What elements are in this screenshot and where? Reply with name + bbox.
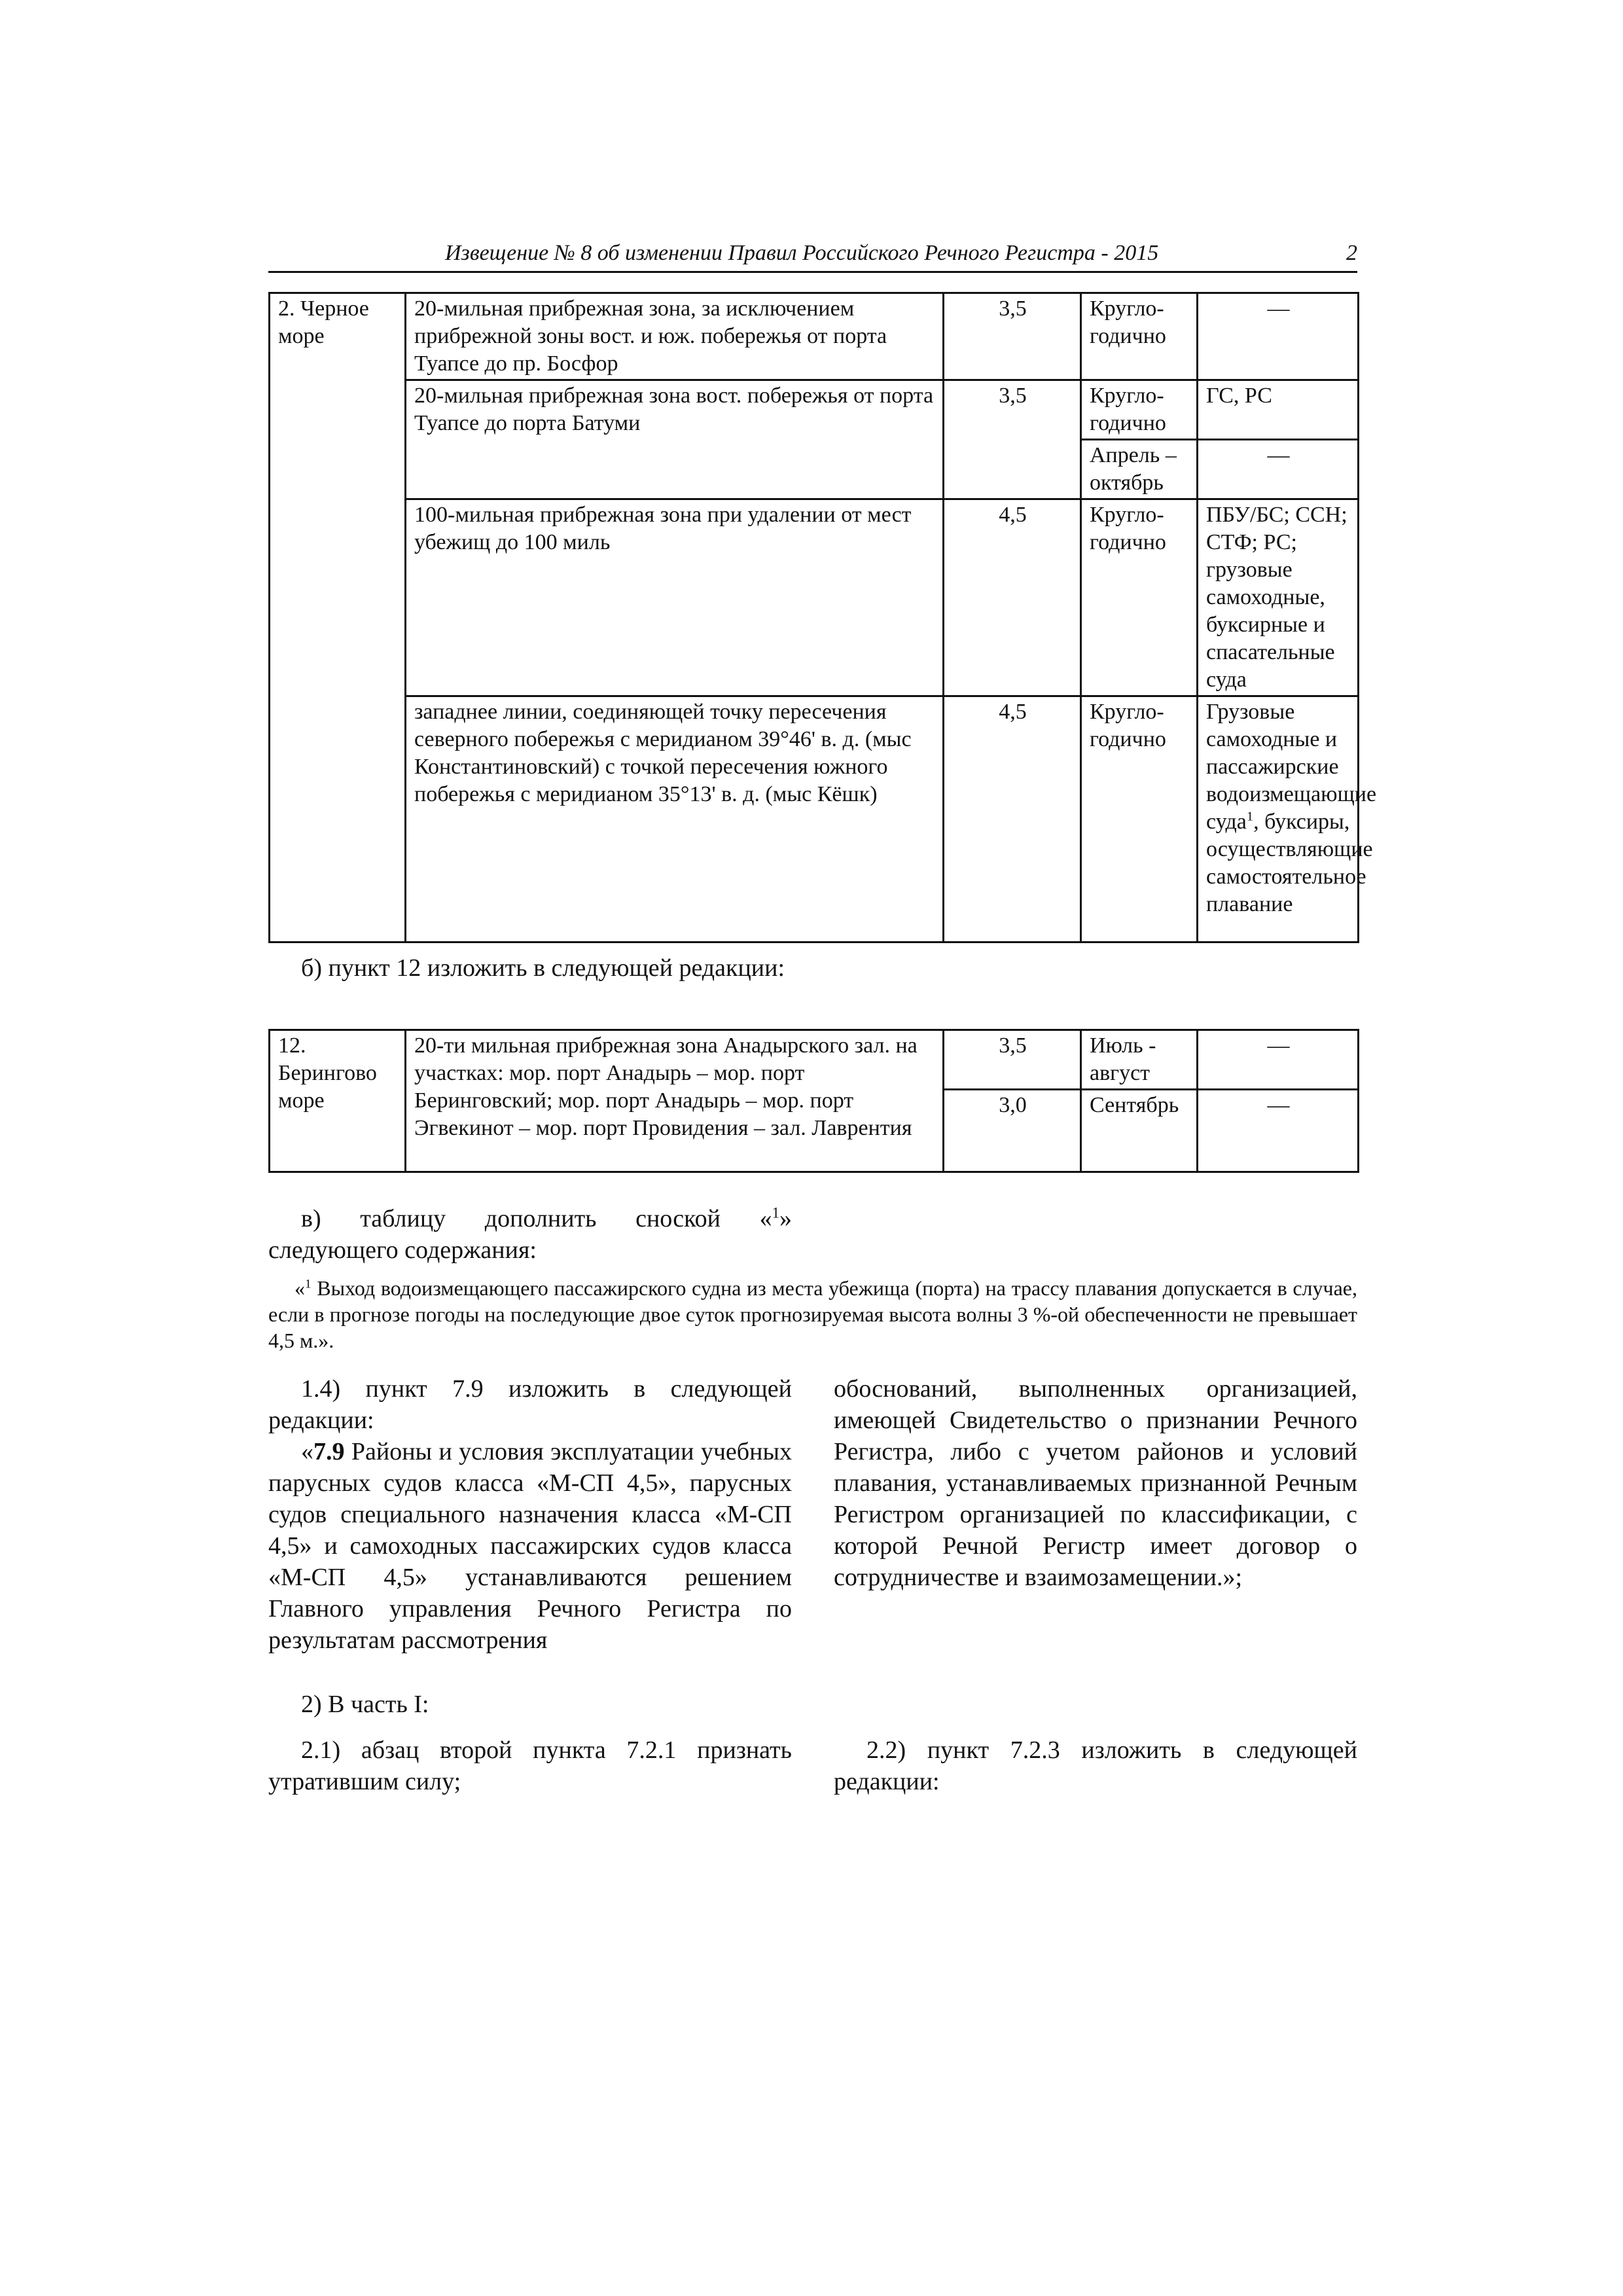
note-text: Грузовые самоходные и пассажирские водоизмещающие суда <box>1206 700 1377 834</box>
paragraph-2-2: 2.2) пункт 7.2.3 изложить в следующей редакции: <box>834 1736 1357 1795</box>
zone-description: 20-ти мильная прибрежная зона Анадырского зал. на участках: мор. порт Анадырь – мор. порт Беринговский; мор. порт Анадырь – мор. порт Эгвекинот – мор. порт Провидения – зал. Лаврентия <box>406 1030 944 1172</box>
period: Сентябрь <box>1081 1090 1198 1172</box>
period: Кругло-годично <box>1081 380 1198 440</box>
left-column <box>268 1373 792 1656</box>
wave-height: 3,5 <box>944 380 1081 499</box>
paragraph-7-9-continued: обоснований, выполненных организацией, имеющей Свидетельство о признании Речного Регистра, либо с учетом районов и условий плавания, устанавливаемых признанной Речным Регистром организацией по классификации, с которой Речной Регистр имеет договор о сотрудничестве и взаимозамещении.»; <box>834 1375 1357 1591</box>
bering-sea-table <box>268 1029 1359 1173</box>
note: ПБУ/БС; ССН; СТФ; РС; грузовые самоходные, буксирные и спасательные суда <box>1198 499 1359 696</box>
wave-height: 3,0 <box>944 1090 1081 1172</box>
note <box>1198 696 1377 942</box>
zone-description: 20-мильная прибрежная зона вост. побережья от порта Туапсе до порта Батуми <box>406 380 944 499</box>
footnote-text: «$^1$ Выход водоизмещающего пассажирского судна из места убежища (порта) на трассу плавания допускается в случае, если в прогнозе погоды на последующие двое суток прогнозируемая высота волны 3 %-ой обеспеченности не превышает 4,5 м.». <box>268 1276 1357 1352</box>
note: ГС, РС <box>1198 380 1359 440</box>
period: Кругло-годично <box>1081 293 1198 380</box>
area-cell: 12. Берингово море <box>270 1030 406 1172</box>
period: Кругло-годично <box>1081 499 1198 696</box>
note: — <box>1198 440 1359 499</box>
paragraph-b: б) пункт 12 изложить в следующей редакции: <box>301 954 785 982</box>
note: — <box>1198 293 1359 380</box>
wave-height: 3,5 <box>944 1030 1081 1090</box>
black-sea-table <box>268 292 1377 943</box>
period: Июль - август <box>1081 1030 1198 1090</box>
part-2-heading: 2) В часть I: <box>301 1691 429 1718</box>
paragraph-v: в) таблицу дополнить сноской «$^1$» следующего содержания: <box>268 1204 792 1264</box>
zone-description: 20-мильная прибрежная зона, за исключением прибрежной зоны вост. и юж. побережья от порта Туапсе до пр. Босфор <box>406 293 944 380</box>
page-header <box>268 241 1357 273</box>
header-title: Извещение № 8 об изменении Правил Российского Речного Регистра - 2015 <box>445 241 1159 265</box>
area-cell: 2. Черное море <box>270 293 406 942</box>
paragraph-7-9: «7.9 Районы и условия эксплуатации учебных парусных судов класса «М-СП 4,5», парусных судов специального назначения класса «М-СП 4,5» и самоходных пассажирских судов класса «М-СП 4,5» устанавливаются решением Главного управления Речного Регистра по результатам рассмотрения <box>268 1438 792 1654</box>
note-text-tail: , буксиры, осуществляющие самостоятельное плавание <box>1206 810 1373 916</box>
note: — <box>1198 1090 1359 1172</box>
right-column <box>834 1373 1357 1593</box>
wave-height: 3,5 <box>944 293 1081 380</box>
period: Апрель – октябрь <box>1081 440 1198 499</box>
zone-description: 100-мильная прибрежная зона при удалении от мест убежищ до 100 миль <box>406 499 944 696</box>
note: — <box>1198 1030 1359 1090</box>
wave-height: 4,5 <box>944 499 1081 696</box>
wave-height: 4,5 <box>944 696 1081 942</box>
paragraph-2-1: 2.1) абзац второй пункта 7.2.1 признать утратившим силу; <box>268 1736 792 1795</box>
footnote-mark: 1 <box>1246 809 1254 824</box>
zone-description: западнее линии, соединяющей точку пересечения северного побережья с меридианом 39°46' в. д. (мыс Константиновский) с точкой пересечения южного побережья с меридианом 35°13' в. д. (мыс Кёшк) <box>406 696 944 942</box>
footnote-mark: 1 <box>772 1204 779 1221</box>
paragraph-1-4: 1.4) пункт 7.9 изложить в следующей редакции: <box>268 1375 792 1434</box>
period: Кругло-годично <box>1081 696 1198 942</box>
page-number: 2 <box>1346 241 1357 265</box>
